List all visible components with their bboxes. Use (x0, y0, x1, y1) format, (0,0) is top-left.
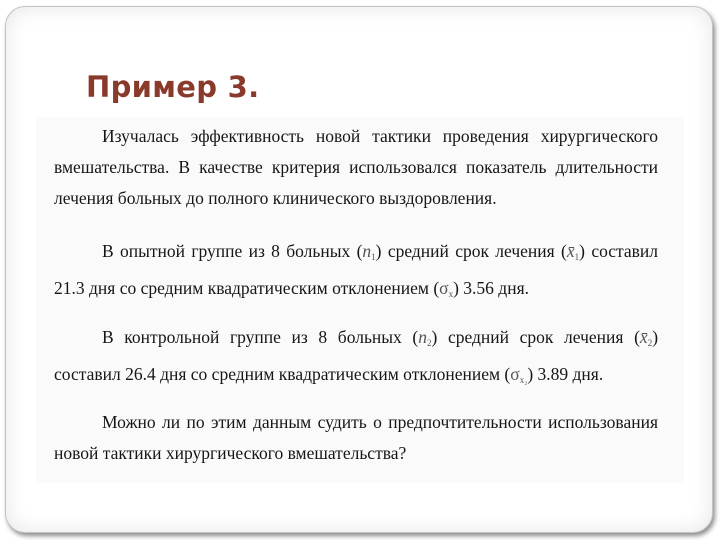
text-segment: 3.56 дня. (463, 278, 529, 298)
x1-subscript: 1 (574, 252, 580, 262)
n1-subscript: 1 (371, 252, 376, 262)
text-segment: составил 21.3 дня со средним квадратическим отклонением (54, 241, 659, 298)
text-segment: составил 26.4 дня со средним квадратическим отклонением (54, 364, 501, 384)
paragraph-control-group: В контрольной группе из 8 больных $(n_2)$ средний срок лечения $(x̄_2)$ составил 26.4 дня со средним квадратическим отклонением $(\sigma_{x_2})$ 3.89 дня. (54, 327, 659, 385)
paragraph-study-description: Изучалась эффективность новой тактики проведения хирургического вмешательства. В качестве критерия использовался показатель длительности лечения больных до полного клинического выздоровления. (54, 126, 658, 208)
x2-subscript: 2 (647, 338, 653, 348)
sigma-subscript: x (448, 289, 454, 299)
slide-frame (5, 6, 713, 533)
problem-text-panel (36, 117, 684, 483)
n2-subscript: 2 (427, 338, 432, 348)
paragraph-experimental-group: В опытной группе из 8 больных $(n_1)$ средний срок лечения $(x̄_1)$ составил 21.3 дня со средним квадратическим отклонением $(\sigma_x)$ 3.56 дня. (54, 241, 659, 299)
text-segment: средний срок лечения (387, 241, 555, 261)
sigma-symbol: σ (510, 364, 520, 384)
n1-symbol: n (362, 241, 372, 261)
x1-symbol: x̄ (566, 241, 575, 261)
text-segment: В опытной группе из 8 больных (102, 241, 351, 261)
paragraph-question: Можно ли по этим данным судить о предпочтительности использования новой тактики хирургического вмешательства? (54, 412, 658, 463)
x2-symbol: x̄ (639, 327, 648, 347)
text-segment: 3.89 дня. (537, 364, 604, 384)
text-segment: средний срок лечения (447, 327, 624, 347)
sigma-symbol: σ (439, 278, 449, 298)
text-segment: В контрольной группе из 8 больных (102, 327, 402, 347)
slide-title: Пример 3. (86, 70, 260, 104)
n2-symbol: n (418, 327, 428, 347)
sigma-subscript: x₂ (519, 375, 528, 385)
